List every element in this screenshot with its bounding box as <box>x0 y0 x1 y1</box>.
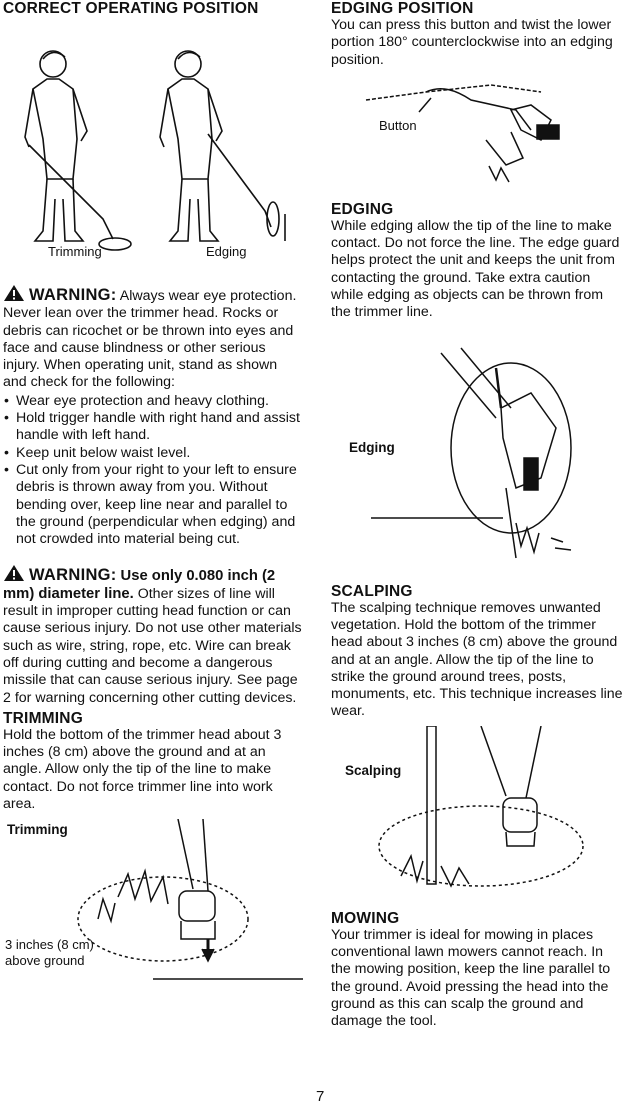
scalping-text: The scalping technique removes unwanted vegetation. Hold the bottom of the trimmer head about 3 inches (8 cm) above the ground and at an angle. Allow the tip of the line to strike the ground around trees, posts, monuments, etc. This technique increases line wear. <box>331 599 623 720</box>
edging-text: While edging allow the tip of the line to make contact. Do not force the line. The edge guard helps protect the unit and keeps the unit from contacting the ground. Take extra caution while edging as objects can be thrown from the trimmer line. <box>331 217 620 321</box>
warning-triangle-icon <box>3 568 29 584</box>
list-item: • Keep unit below waist level. <box>3 445 303 462</box>
left-column <box>3 0 303 994</box>
warning-2-text: Other sizes of line will result in improper cutting head function or can cause serious injury. Do not use other materials such as wire, string, rope, etc. Wire can break off during cutting and become a dangerous missile that can cause serious injury. See page 2 for warning concerning other cutting devices. <box>3 585 302 706</box>
edging-figure <box>331 328 625 576</box>
edging-position-title: EDGING POSITION <box>331 0 474 17</box>
mowing-title: MOWING <box>331 909 400 927</box>
edging-title: EDGING <box>331 200 394 218</box>
page-number: 7 <box>316 1088 325 1105</box>
trimming-caption: Trimming <box>48 244 102 259</box>
warning-1 <box>3 284 303 392</box>
warning-1-text: Always wear eye protection. Never lean over the trimmer head. Rocks or debris can ricochet or be thrown into eyes and face and cause blindness or other serious injury. When operating unit, stand as shown and check for the following: <box>3 288 297 391</box>
operating-position-figure <box>3 19 303 261</box>
warning-2-emphasis: Use only 0.080 inch (2 mm) diameter line. <box>3 568 276 602</box>
edging-position-text: You can press this button and twist the lower portion 180° counterclockwise into an edging position. <box>331 17 613 68</box>
scalping-title: SCALPING <box>331 582 413 600</box>
safety-checklist <box>3 393 303 549</box>
warning-triangle-icon <box>3 288 29 304</box>
edging-button-illustration <box>331 70 625 195</box>
scalping-illustration <box>331 726 625 901</box>
warning-2-title: WARNING: <box>28 566 117 585</box>
warning-2 <box>3 564 303 706</box>
trimming-title: TRIMMING <box>3 709 83 727</box>
button-label: Button <box>379 117 417 133</box>
right-column <box>331 0 625 1031</box>
list-item: • Hold trigger handle with right hand and assist handle with left hand. <box>3 410 303 445</box>
operator-illustration <box>3 19 303 261</box>
button-figure <box>331 70 625 195</box>
operating-position-title: CORRECT OPERATING POSITION <box>3 0 259 17</box>
scalping-figure-label: Scalping <box>345 762 402 778</box>
edging-figure-label: Edging <box>349 439 395 455</box>
height-note-line-2: above ground <box>5 953 85 969</box>
list-item: • Wear eye protection and heavy clothing. <box>3 393 303 410</box>
height-note-line-1: 3 inches (8 cm) <box>5 937 94 953</box>
trimming-text: Hold the bottom of the trimmer head about 3 inches (8 cm) above the ground and at an angle. Allow only the tip of the line to make contact. Do not force trimmer line into work area. <box>3 726 282 813</box>
mowing-text: Your trimmer is ideal for mowing in places conventional lawn mowers cannot reach. In the mowing position, keep the line parallel to the ground. Avoid pressing the head into the ground as this can scalp the ground and damage the tool. <box>331 926 611 1030</box>
trimming-figure <box>3 819 303 994</box>
scalping-figure <box>331 726 625 901</box>
warning-1-title: WARNING: <box>28 286 117 304</box>
list-item: • Cut only from your right to your left to ensure debris is thrown away from you. Without bending over, keep line near and parallel to the ground (perpendicular when edging) and not crowded into material being cut. <box>3 462 303 548</box>
edging-caption: Edging <box>206 244 247 259</box>
trimming-figure-label: Trimming <box>7 822 68 838</box>
